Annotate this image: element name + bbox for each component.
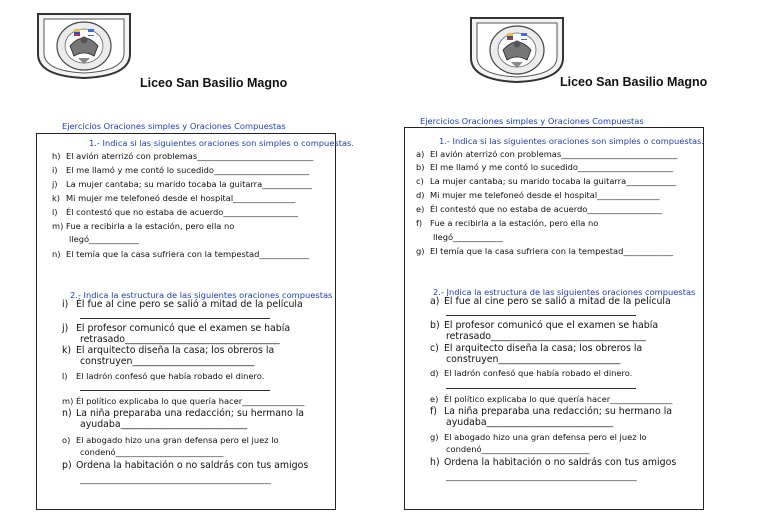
section-2-title: 2.- Indica la estructura de las siguientes oraciones compuestas	[70, 290, 333, 300]
answer-line	[80, 318, 270, 319]
school-crest-logo	[467, 16, 567, 84]
s2-item-5: e) Él político explicaba lo que quería hacer_______________	[430, 394, 673, 404]
s1-item-1: a) El avión aterrizó con problemas____________________________	[416, 149, 678, 159]
s1-item-6: f) Fue a recibirla a la estación, pero ella no	[416, 218, 599, 228]
school-crest-logo	[34, 12, 134, 80]
s1-item-6-cont: llegó____________	[69, 234, 139, 244]
s2-item-2-cont: retrasado_________________________________	[80, 334, 280, 345]
s2-item-3: k) El arquitecto diseña la casa; los obreros la	[62, 345, 275, 356]
s1-item-5: e) Él contestó que no estaba de acuerdo__________________	[416, 204, 663, 214]
s2-item-7-cont: condenó__________________________	[80, 447, 224, 457]
worksheet-subject: Ejercicios Oraciones simples y Oraciones Compuestas	[62, 121, 286, 131]
s2-item-8: h) Ordena la habitación o no saldrás con tus amigos	[430, 457, 677, 468]
s1-item-1: h) El avión aterrizó con problemas____________________________	[52, 151, 314, 161]
s2-item-2-cont: retrasado_________________________________	[446, 331, 646, 342]
answer-line	[446, 315, 636, 316]
s2-item-4: d) El ladrón confesó que había robado el dinero.	[430, 368, 633, 378]
s2-item-6: n) La niña preparaba una redacción; su hermano la	[62, 408, 305, 419]
school-name: Liceo San Basilio Magno	[140, 76, 288, 90]
left-worksheet	[0, 0, 355, 525]
s2-item-8: p) Ordena la habitación o no saldrás con tus amigos	[62, 460, 309, 471]
worksheet-subject: Ejercicios Oraciones simples y Oraciones Compuestas	[420, 116, 644, 126]
s2-item-6-cont: ayudaba___________________________	[446, 417, 614, 428]
s1-item-3: c) La mujer cantaba; su marido tocaba la guitarra____________	[416, 176, 676, 186]
s2-item-1: a) Él fue al cine pero se salió a mitad de la película	[430, 296, 671, 307]
s1-item-6-cont: llegó____________	[433, 232, 503, 242]
s1-item-2: i) El me llamó y me contó lo sucedido_______________________	[52, 165, 310, 175]
answer-line	[446, 388, 636, 389]
right-worksheet	[392, 0, 732, 525]
s2-item-7: g) El abogado hizo una gran defensa pero el juez lo	[430, 432, 647, 442]
s2-item-7-cont: condenó__________________________	[446, 444, 590, 454]
s1-item-7: n) El temía que la casa sufriera con la tempestad____________	[52, 249, 310, 259]
s1-item-5: l) Él contestó que no estaba de acuerdo__________________	[52, 207, 299, 217]
s1-item-3: j) La mujer cantaba; su marido tocaba la guitarra____________	[52, 179, 312, 189]
s1-item-4: k) Mi mujer me telefoneó desde el hospital_______________	[52, 193, 296, 203]
s1-item-6: m) Fue a recibirla a la estación, pero ella no	[52, 221, 235, 231]
s2-item-4: l) El ladrón confesó que había robado el dinero.	[62, 371, 265, 381]
s2-item-6-cont: ayudaba___________________________	[80, 419, 248, 430]
s2-item-3-cont: construyen__________________________	[446, 354, 621, 365]
s2-item-1: i) Él fue al cine pero se salió a mitad de la película	[62, 299, 303, 310]
s1-item-4: d) Mi mujer me telefoneó desde el hospital_______________	[416, 190, 660, 200]
section-1-title: 1.- Indica si las siguientes oraciones son simples o compuestas.	[89, 138, 355, 148]
s2-item-3-cont: construyen__________________________	[80, 356, 255, 367]
answer-line	[80, 390, 270, 391]
s1-item-7: g) El temía que la casa sufriera con la tempestad____________	[416, 246, 674, 256]
s2-item-8-cont: ______________________________________________	[80, 474, 271, 484]
s1-item-2: b) El me llamó y me contó lo sucedido_______________________	[416, 162, 674, 172]
s2-item-7: o) El abogado hizo una gran defensa pero el juez lo	[62, 435, 279, 445]
section-1-title: 1.- Indica si las siguientes oraciones son simples o compuestas.	[439, 136, 705, 146]
section-2-title: 2.- Indica la estructura de las siguientes oraciones compuestas	[433, 287, 696, 297]
s2-item-5: m) Él político explicaba lo que quería hacer_______________	[62, 396, 305, 406]
s2-item-2: b) El profesor comunicó que el examen se había	[430, 320, 659, 331]
s2-item-8-cont: ______________________________________________	[446, 471, 637, 481]
s2-item-3: c) El arquitecto diseña la casa; los obreros la	[430, 343, 643, 354]
s2-item-6: f) La niña preparaba una redacción; su hermano la	[430, 406, 673, 417]
school-name: Liceo San Basilio Magno	[560, 75, 708, 89]
s2-item-2: j) El profesor comunicó que el examen se había	[62, 323, 291, 334]
